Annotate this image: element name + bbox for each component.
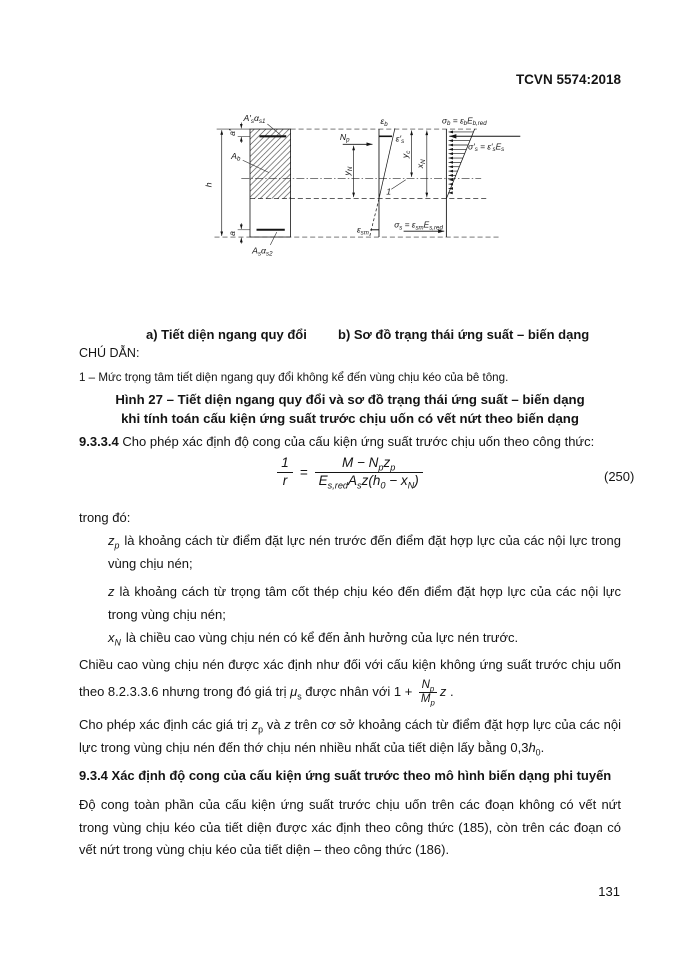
label-yn: $y_N$ — [342, 166, 354, 176]
label-np: $N_p$ — [339, 131, 350, 144]
eq-equals: = — [299, 464, 308, 480]
label-eps-sm: $\varepsilon_{sm}$ — [356, 224, 369, 237]
eq-rhs-fraction: $\frac{M - N_pz_p}{E_{s,red}A_sz(h_0 - x_N)}$ — [315, 455, 423, 490]
label-ab: $A_b$ — [231, 150, 241, 163]
figure-title-line2: khi tính toán cấu kiện ứng suất trước chịu uốn có vết nứt theo biến dạng — [121, 411, 579, 426]
paragraph-total-curvature: Độ cong toàn phần của cấu kiện ứng suất trước chịu uốn trên các đoạn không có vết nứt trong vùng chịu kéo của tiết diện được xác định theo công thức (185), còn trên các đoạn có vết nứt trong vùng chịu kéo của tiết diện – theo công thức (186). — [79, 797, 621, 857]
figure-27-drawing — [0, 95, 700, 345]
stress-diagram — [404, 129, 521, 237]
section-heading-9-3-4: 9.3.4 Xác định độ cong của cấu kiện ứng suất trước theo mô hình biến dạng phi tuyến — [79, 768, 612, 783]
figure-caption-a: a) Tiết diện ngang quy đổi — [146, 327, 307, 342]
eq-lhs-fraction: $\frac{1}{r}$ — [277, 455, 293, 490]
definition-zp: $z_p$ là khoảng cách từ điểm đặt lực nén trước đến điểm đặt hợp lực của các nội lực trong vùng chịu nén; — [108, 533, 621, 571]
label-sigma-s-prime: $\sigma'_s = \varepsilon'_sE_s$ — [468, 141, 505, 154]
legend-title: CHÚ DẪN: — [79, 346, 140, 360]
paragraph-9-3-3-4: 9.3.3.4 Cho phép xác định độ cong của cấu kiện ứng suất trước chịu uốn theo công thức: — [79, 434, 595, 449]
compressed-zone-hatch — [250, 129, 291, 199]
section-number-9334: 9.3.3.4 — [79, 434, 119, 449]
label-a-prime: a′ — [226, 129, 237, 136]
equation-250 — [79, 455, 621, 490]
cross-section — [222, 123, 291, 245]
figure-title-line1: Hình 27 – Tiết diện ngang quy đổi và sơ đồ trạng thái ứng suất – biến dạng — [115, 392, 585, 407]
leader-as-bottom — [270, 232, 277, 245]
label-point-1: 1 — [386, 186, 392, 197]
where-label: trong đó: — [79, 510, 131, 525]
label-as-alpha-s2: $A_s\alpha_{s2}$ — [252, 245, 273, 258]
page-header-standard-number: TCVN 5574:2018 — [515, 72, 621, 87]
legend-note-1: 1 – Mức trọng tâm tiết diện ngang quy đổi không kể đến vùng chịu kéo của bê tông. — [79, 371, 509, 384]
figure-caption-b: b) Sơ đồ trạng thái ứng suất – biến dạng — [338, 327, 590, 342]
leader-point-1 — [391, 180, 405, 189]
label-as-alpha-s1: $A'_s\alpha_{s1}$ — [243, 113, 266, 125]
definition-z: z là khoảng cách từ trọng tâm cốt thép chịu kéo đến điểm đặt hợp lực của các nội lực trong vùng chịu nén; — [108, 584, 621, 622]
label-a: a — [226, 230, 237, 236]
inline-fraction-np-mp: $\frac{N_p}{M_p}$ — [420, 678, 435, 708]
figure-title — [79, 390, 621, 428]
equation-number-250: (250) — [604, 469, 635, 484]
label-sigma-b: $\sigma_b = \varepsilon_bE_{b,red}$ — [442, 115, 487, 128]
label-eps-s-prime: $\varepsilon'_s$ — [395, 133, 405, 146]
label-eps-b: $\varepsilon_b$ — [380, 115, 388, 128]
label-yc: $y_c$ — [399, 150, 412, 159]
definition-xn: $x_N$ là chiều cao vùng chịu nén có kể đến ảnh hưởng của lực nén trước. — [108, 630, 519, 648]
paragraph-zp-z: Cho phép xác định các giá trị $z_p$ và z trên cơ sở khoảng cách từ điểm đặt hợp lực của các nội lực trong vùng chịu nén đến thớ chịu nén nhiều nhất của tiết diện lấy bằng $0,3h_0$. — [79, 717, 621, 758]
label-sigma-s: $\sigma_s = \varepsilon_{sm}E_{s,red}$ — [394, 219, 443, 232]
label-xn: $x_N$ — [415, 159, 427, 169]
page-number: 131 — [598, 884, 620, 899]
label-h: h — [203, 182, 214, 188]
paragraph-compressed-height: Chiều cao vùng chịu nén được xác định như đối với cấu kiện không ứng suất trước chịu uốn theo 8.2.3.3.6 nhưng trong đó giá trị $\mu_s$ được nhân với 1 + $\frac{N_p}{M_p}$ z . — [79, 657, 621, 708]
